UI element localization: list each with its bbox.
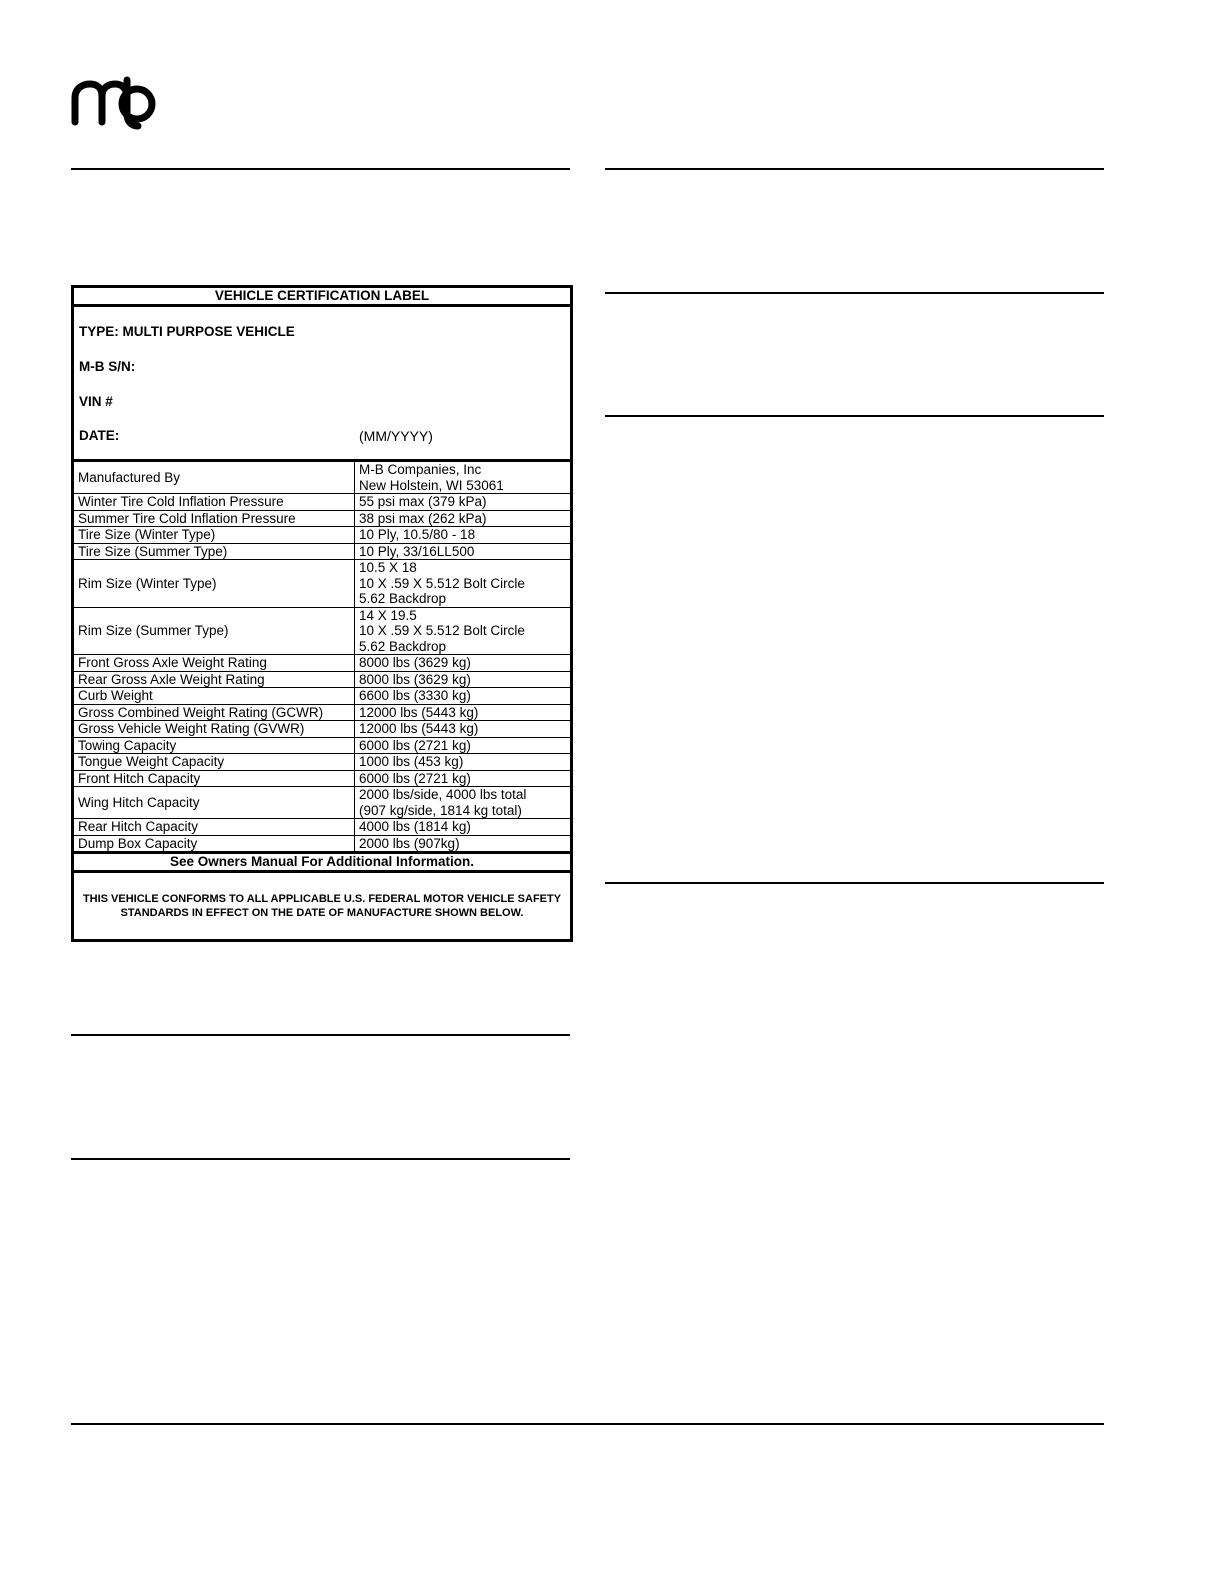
spec-row [74,462,570,494]
spec-key: Winter Tire Cold Inflation Pressure [74,494,355,511]
spec-key: Gross Combined Weight Rating (GCWR) [74,704,355,721]
serial-number-label: M-B S/N: [79,359,136,374]
spec-row [74,607,570,655]
spec-key: Summer Tire Cold Inflation Pressure [74,510,355,527]
spec-value: 8000 lbs (3629 kg) [355,655,571,672]
spec-value: 4000 lbs (1814 kg) [355,819,571,836]
spec-key: Rim Size (Winter Type) [74,560,355,608]
spec-key: Dump Box Capacity [74,835,355,853]
spec-key: Curb Weight [74,688,355,705]
specs-table [74,462,570,854]
section-rule-right-1 [605,168,1104,170]
spec-value: 8000 lbs (3629 kg) [355,671,571,688]
spec-value: 6000 lbs (2721 kg) [355,770,571,787]
spec-key: Rear Hitch Capacity [74,819,355,836]
spec-value: 14 X 19.5 10 X .59 X 5.512 Bolt Circle 5.62 Backdrop [355,607,571,655]
footer-rule [71,1423,1104,1425]
spec-value: 10 Ply, 10.5/80 - 18 [355,527,571,544]
spec-key: Gross Vehicle Weight Rating (GVWR) [74,721,355,738]
label-title: VEHICLE CERTIFICATION LABEL [74,288,570,307]
spec-row [74,655,570,672]
spec-value: M-B Companies, Inc New Holstein, WI 53061 [355,462,571,494]
spec-row [74,527,570,544]
spec-row [74,754,570,771]
spec-value: 12000 lbs (5443 kg) [355,704,571,721]
spec-value: 38 psi max (262 kPa) [355,510,571,527]
spec-value: 6600 lbs (3330 kg) [355,688,571,705]
spec-row [74,671,570,688]
spec-row [74,543,570,560]
section-rule-left-1 [71,168,570,170]
section-rule-right-4 [605,882,1104,884]
type-line: TYPE: MULTI PURPOSE VEHICLE [79,324,295,339]
spec-row [74,510,570,527]
spec-key: Manufactured By [74,462,355,494]
spec-row [74,688,570,705]
label-header-fields [74,307,570,462]
spec-key: Rim Size (Summer Type) [74,607,355,655]
mb-logo [70,76,156,130]
spec-row [74,819,570,836]
spec-key: Towing Capacity [74,737,355,754]
spec-row [74,560,570,608]
owners-manual-note: See Owners Manual For Additional Information. [74,854,570,873]
spec-row [74,787,570,819]
spec-value: 55 psi max (379 kPa) [355,494,571,511]
date-label: DATE: [79,428,120,443]
spec-value: 12000 lbs (5443 kg) [355,721,571,738]
vin-label: VIN # [79,394,113,409]
spec-key: Tongue Weight Capacity [74,754,355,771]
section-rule-left-2 [71,1034,570,1036]
compliance-statement: THIS VEHICLE CONFORMS TO ALL APPLICABLE U.S. FEDERAL MOTOR VEHICLE SAFETY STANDARDS IN EFFECT ON THE DATE OF MANUFACTURE SHOWN BELOW. [82,893,562,919]
spec-key: Wing Hitch Capacity [74,787,355,819]
spec-row [74,770,570,787]
spec-key: Front Gross Axle Weight Rating [74,655,355,672]
date-format: (MM/YYYY) [359,428,433,444]
spec-value: 1000 lbs (453 kg) [355,754,571,771]
spec-key: Tire Size (Summer Type) [74,543,355,560]
spec-row [74,494,570,511]
spec-key: Tire Size (Winter Type) [74,527,355,544]
spec-value: 10 Ply, 33/16LL500 [355,543,571,560]
section-rule-right-2 [605,292,1104,294]
spec-row [74,835,570,853]
spec-value: 2000 lbs/side, 4000 lbs total (907 kg/side, 1814 kg total) [355,787,571,819]
spec-key: Front Hitch Capacity [74,770,355,787]
spec-value: 6000 lbs (2721 kg) [355,737,571,754]
vehicle-certification-label [71,285,573,942]
spec-row [74,737,570,754]
spec-key: Rear Gross Axle Weight Rating [74,671,355,688]
spec-row [74,704,570,721]
section-rule-right-3 [605,415,1104,417]
spec-row [74,721,570,738]
spec-value: 10.5 X 18 10 X .59 X 5.512 Bolt Circle 5.62 Backdrop [355,560,571,608]
spec-value: 2000 lbs (907kg) [355,835,571,853]
section-rule-left-3 [71,1158,570,1160]
